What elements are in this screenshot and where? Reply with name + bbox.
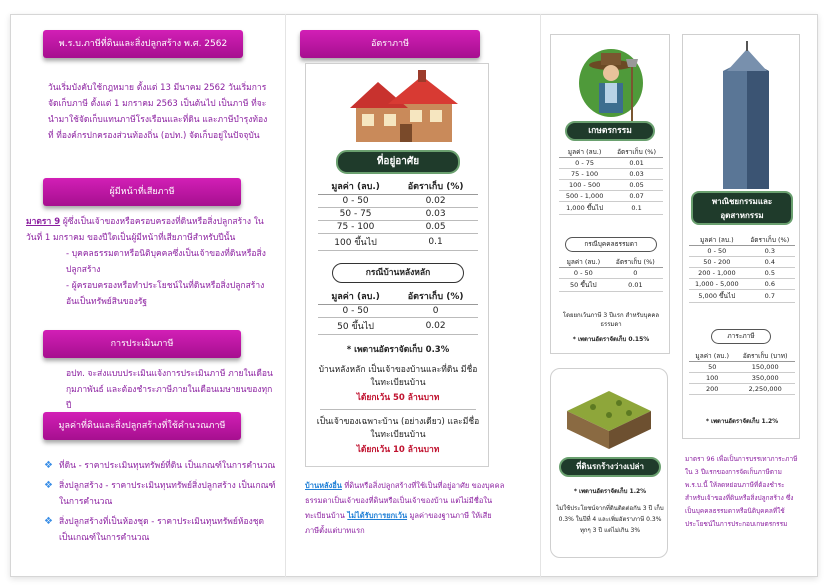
table-header: มูลค่า (ลบ.) อัตราเก็บ (%) <box>559 257 663 268</box>
table-header: มูลค่า (ลบ.) อัตราเก็บ (%) <box>559 147 663 158</box>
exemption-amount: ได้ยกเว้น 10 ล้านบาท <box>356 445 440 455</box>
vacant-max-note: * เพดานอัตราจัดเก็บ 1.2% <box>573 488 647 495</box>
table-header: มูลค่า (ลบ.) อัตราเก็บ (%) <box>318 178 478 195</box>
agriculture-rate-table <box>559 147 663 215</box>
table-row: 500 - 1,000 0.07 <box>559 191 663 202</box>
commercial-panel <box>682 34 800 439</box>
table-row: 50 - 75 0.03 <box>318 208 478 221</box>
table-row: 100 350,000 <box>689 373 795 384</box>
main-house-label: กรณีบ้านหลังหลัก <box>332 263 464 283</box>
act-title-banner: พ.ร.บ.ภาษีที่ดินและสิ่งปลูกสร้าง พ.ศ. 2562 <box>43 30 243 58</box>
residential-panel <box>305 63 489 467</box>
assessment-text: อปท. จะส่งแบบประเมินแจ้งการประเมินภาษี ภายในเดือนกุมภาพันธ์ และต้องชำระภาษีภายในเดือนเมษายนของทุกปี <box>66 369 273 411</box>
house-illustration <box>348 70 460 144</box>
table-header: มูลค่า (ลบ.) อัตราเก็บ (%) <box>318 288 478 305</box>
table-row: 1,000 - 5,000 0.6 <box>689 279 795 290</box>
table-row: 50 150,000 <box>689 362 795 373</box>
table-header: มูลค่า (ลบ.) อัตราเก็บ (บาท) <box>689 351 795 362</box>
intro-paragraph: วันเริ่มบังคับใช้กฎหมาย ตั้งแต่ 13 มีนาคม 2562 วันเริ่มการจัดเก็บภาษี ตั้งแต่ 1 มกราคม 2563 เป็นต้นไป เป็นภาษี ที่จะนำมาใช้จัดเก็บแทนภาษีโรงเรือนและที่ดิน และภาษีบำรุงท้องที่ ที่องค์กรปกครองส่วนท้องถิ่น (อปท.) จัดเก็บอยู่ในปัจจุบัน <box>48 83 268 141</box>
taxpayer-section <box>26 214 274 310</box>
table-row: 0 - 50 0 <box>318 305 478 318</box>
taxpayer-item: - ผู้ครอบครองหรือทำประโยชน์ในที่ดินหรือสิ่งปลูกสร้าง อันเป็นทรัพย์สินของรัฐ <box>66 281 265 307</box>
list-item: ❖ ที่ดิน - ราคาประเมินทุนทรัพย์ที่ดิน เป็นเกณฑ์ในการคำนวณ <box>44 458 276 474</box>
vacant-rate-text: ไม่ใช้ประโยชน์จากที่ดินติดต่อกัน 3 ปี เก็บ 0.3% ในปีที่ 4 และเพิ่มอัตราภาษี 0.3% ทุกๆ 3 ปี แต่ไม่เกิน 3% <box>556 505 664 534</box>
divider <box>320 409 476 410</box>
table-row: 200 2,250,000 <box>689 384 795 395</box>
agriculture-exemption-note: โดยยกเว้นภาษี 3 ปีแรก สำหรับบุคคลธรรมดา <box>562 312 660 328</box>
table-row: 50 - 200 0.4 <box>689 257 795 268</box>
table-header: มูลค่า (ลบ.) อัตราเก็บ (%) <box>689 235 795 246</box>
individual-rate-table <box>559 257 663 292</box>
table-row: 100 ขึ้นไป 0.1 <box>318 234 478 251</box>
table-row: 5,000 ขึ้นไป 0.7 <box>689 290 795 303</box>
assessment-banner: การประเมินภาษี <box>43 330 241 358</box>
agriculture-label: เกษตรกรรม <box>565 121 655 141</box>
section-reference: มาตรา 9 <box>26 217 61 227</box>
tax-burden-label: ภาระภาษี <box>711 329 771 344</box>
diamond-bullet-icon: ❖ <box>44 460 53 471</box>
vacant-land-label: ที่ดินรกร้างว่างเปล่า <box>559 457 661 477</box>
agriculture-panel <box>550 34 670 354</box>
main-house-rate-table <box>318 288 478 335</box>
agriculture-max-note: * เพดานอัตราจัดเก็บ 0.15% <box>572 336 650 343</box>
exemption-text: เป็นเจ้าของเฉพาะบ้าน (อย่างเดียว) และมีชื่อในทะเบียนบ้าน <box>316 417 480 440</box>
table-row: 50 ขึ้นไป 0.02 <box>318 318 478 335</box>
table-row: 100 - 500 0.05 <box>559 180 663 191</box>
table-row: 50 ขึ้นไป 0.01 <box>559 279 663 292</box>
skyscraper-illustration <box>703 41 781 191</box>
intro-text <box>48 80 268 144</box>
exemption-text: บ้านหลังหลัก เป็นเจ้าของบ้านและที่ดิน มีชื่อในทะเบียนบ้าน <box>318 365 478 388</box>
taxpayer-text: ผู้ซึ่งเป็นเจ้าของหรือครอบครองที่ดินหรือสิ่งปลูกสร้าง ในวันที่ 1 มกราคม ของปีใดเป็นผู้มีหน้าที่เสียภาษีสำหรับปีนั้น <box>26 217 264 243</box>
residential-label: ที่อยู่อาศัย <box>336 150 460 174</box>
taxpayer-item: - บุคคลธรรมดาหรือนิติบุคคลซึ่งเป็นเจ้าของที่ดินหรือสิ่งปลูกสร้าง <box>66 249 266 275</box>
commercial-max-note: * เพดานอัตราจัดเก็บ 1.2% <box>705 418 779 425</box>
vacant-land-panel <box>550 368 668 558</box>
table-row: 0 - 50 0 <box>559 268 663 279</box>
commercial-rate-table <box>689 235 795 303</box>
table-row: 0 - 50 0.3 <box>689 246 795 257</box>
table-row: 0 - 50 0.02 <box>318 195 478 208</box>
table-row: 75 - 100 0.03 <box>559 169 663 180</box>
not-exempt-label: ไม่ได้รับการยกเว้น <box>347 511 408 520</box>
max-rate-note: * เพดานอัตราจัดเก็บ 0.3% <box>346 345 450 355</box>
tax-base-list <box>44 458 276 550</box>
individual-label: กรณีบุคคลธรรมดา <box>565 237 657 252</box>
table-row: 1,000 ขึ้นไป 0.1 <box>559 202 663 215</box>
table-row: 200 - 1,000 0.5 <box>689 268 795 279</box>
diamond-bullet-icon: ❖ <box>44 516 53 527</box>
relief-note: มาตรา 96 เพื่อเป็นการบรรเทาภาระภาษี ใน 3 ปีแรกของการจัดเก็บภาษีตาม พ.ร.บ.นี้ ให้ลดหย่อนภาษีที่ต้องชำระสำหรับเจ้าของที่ดินหรือสิ่งปลูกสร้าง ซึ่งเป็นบุคคลธรรมดาหรือนิติบุคคลที่ใช้ประโยชน์ในการประกอบเกษตรกรรม <box>685 455 798 528</box>
farmer-illustration <box>576 43 646 127</box>
land-illustration <box>563 377 655 453</box>
fold-line <box>285 14 286 577</box>
diamond-bullet-icon: ❖ <box>44 480 53 491</box>
tax-burden-table <box>689 351 795 395</box>
list-item: ❖ สิ่งปลูกสร้างที่เป็นห้องชุด - ราคาประเมินทุนทรัพย์ห้องชุด เป็นเกณฑ์ในการคำนวณ <box>44 514 276 546</box>
tax-rate-banner: อัตราภาษี <box>300 30 480 58</box>
fold-line <box>540 14 541 577</box>
taxpayer-banner: ผู้มีหน้าที่เสียภาษี <box>43 178 241 206</box>
table-row: 0 - 75 0.01 <box>559 158 663 169</box>
list-item: ❖ สิ่งปลูกสร้าง - ราคาประเมินทุนทรัพย์สิ่งปลูกสร้าง เป็นเกณฑ์ในการคำนวณ <box>44 478 276 510</box>
tax-base-banner: มูลค่าที่ดินและสิ่งปลูกสร้างที่ใช้คำนวณภาษี <box>43 412 241 440</box>
exemption-amount: ได้ยกเว้น 50 ล้านบาท <box>356 393 440 403</box>
assessment-section <box>26 366 274 414</box>
other-house-label: บ้านหลังอื่น <box>305 481 342 490</box>
table-row: 75 - 100 0.05 <box>318 221 478 234</box>
residential-rate-table <box>318 178 478 251</box>
commercial-label: พาณิชยกรรมและอุตสาหกรรม <box>691 191 793 225</box>
other-house-note: บ้านหลังอื่น ที่ดินหรือสิ่งปลูกสร้างที่ใช้เป็นที่อยู่อาศัย ของบุคคลธรรมดาเป็นเจ้าของที่ดินหรือเป็นเจ้าของบ้าน แต่ไม่มีชื่อในทะเบียนบ้าน ไม่ได้รับการยกเว้น มูลค่าของฐานภาษี ให้เสียภาษีตั้งแต่บาทแรก <box>305 481 505 535</box>
